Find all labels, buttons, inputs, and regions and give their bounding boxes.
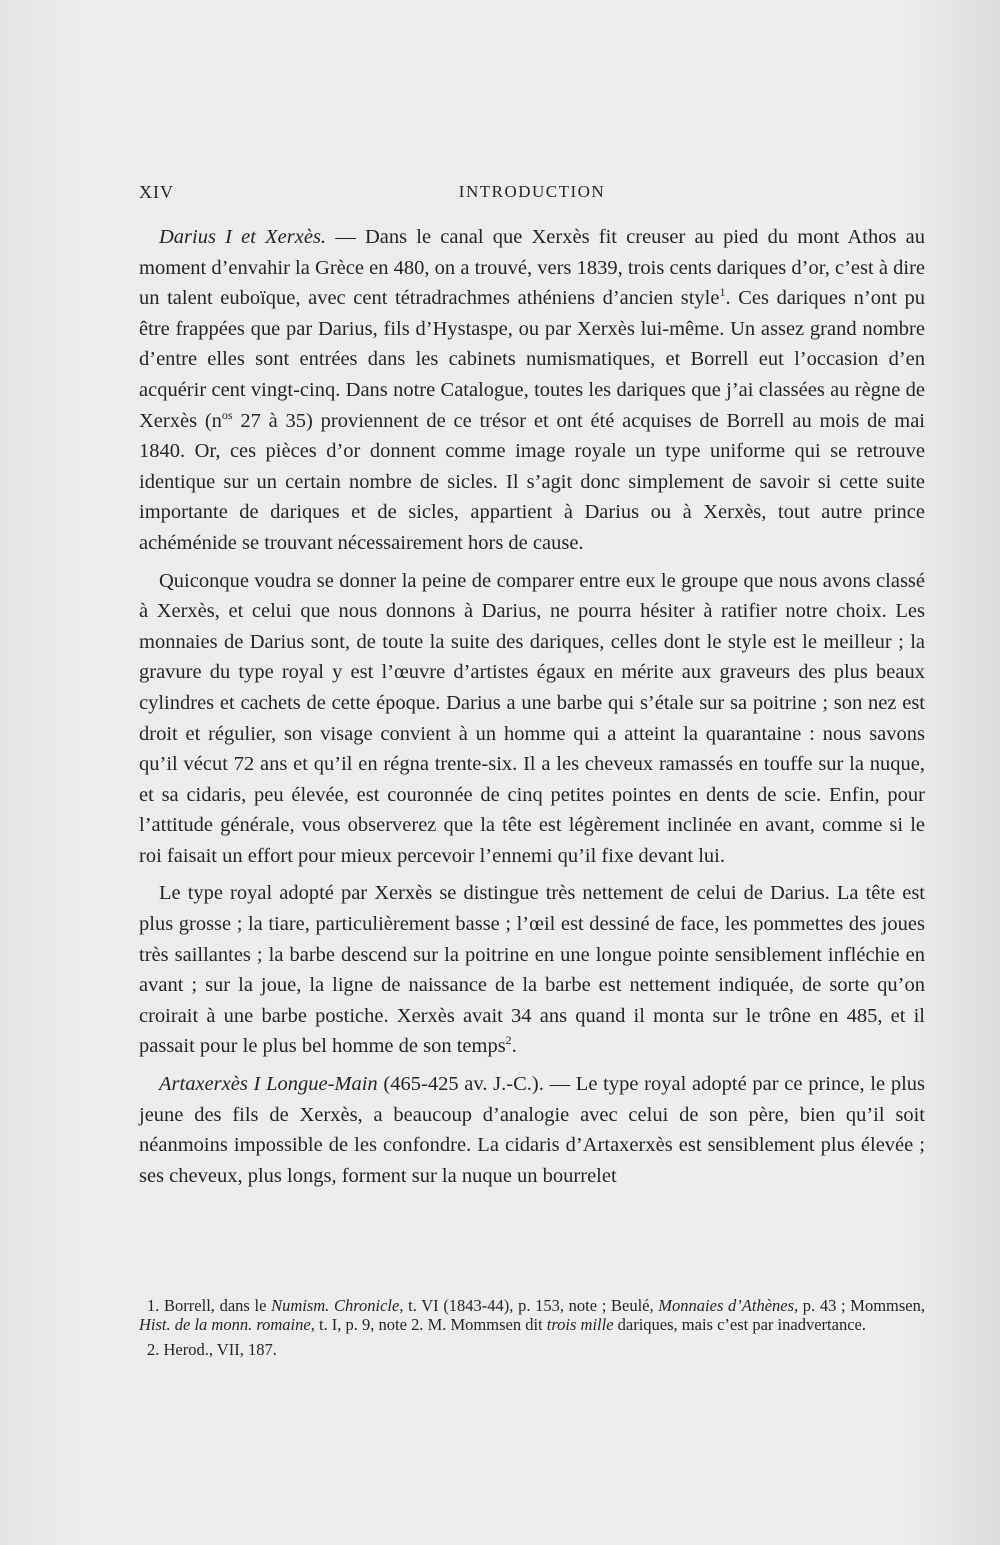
footnote-2: 2. Herod., VII, 187. <box>147 1340 277 1359</box>
page-number: XIV <box>139 182 174 202</box>
paragraph-darius-xerxes: Darius I et Xerxès. — Dans le canal que Xerxès fit creuser au pied du mont Athos au moment d’envahir la Grèce en 480, on a trouvé, vers 1839, trois cents dariques d’or, c’est à dire un talent euboïque, avec cent tétradrachmes athéniens d’ancien style$^1$. Ces dariques n’ont pu être frappées que par Darius, fils d’Hystaspe, ou par Xerxès lui-même. Un assez grand nombre d’entre elles sont entrées dans les cabinets numismatiques, et Borrell eut l’occasion d’en acquérir cent vingt-cinq. Dans notre Catalogue, toutes les dariques que j’ai classées au règne de Xerxès ($n^{os}$ 27 à 35) proviennent de ce trésor et ont été acquises de Borrell au mois de mai 1840. Or, ces pièces d’or donnent comme image royale un type uniforme qui se retrouve identique sur un certain nombre de sicles. Il s’agit donc simplement de savoir si cette suite importante de dariques et de sicles, appartient à Darius ou à Xerxès, tout autre prince achéménide se trouvant nécessairement hors de cause. <box>139 226 925 554</box>
running-title: INTRODUCTION <box>458 182 606 201</box>
main-text <box>139 222 925 1198</box>
section-heading-artaxerxes: Artaxerxès I Longue-Main <box>159 1073 378 1096</box>
paragraph-xerxes-type: Le type royal adopté par Xerxès se distingue très nettement de celui de Darius. La tête est plus grosse ; la tiare, particulièrement basse ; l’œil est dessiné de face, les pommettes des joues très saillantes ; la barbe descend sur la poitrine en une longue pointe sensiblement infléchie en avant ; sur la joue, la ligne de naissance de la barbe est nettement indiquée, de sorte qu’on croirait à une barbe postiche. Xerxès avait 34 ans quand il monta sur le trône en 485, et il passait pour le plus bel homme de son temps$^2$. <box>139 882 925 1058</box>
footnote-ref-2: 2 <box>505 1033 512 1048</box>
footnote-ref-1: 1 <box>719 285 726 300</box>
paragraph-darius-portrait: Quiconque voudra se donner la peine de comparer entre eux le groupe que nous avons classé à Xerxès, et celui que nous donnons à Darius, ne pourra hésiter à ratifier notre choix. Les monnaies de Darius sont, de toute la suite des dariques, celles dont le style est le meilleur ; la gravure du type royal y est l’œuvre d’artistes égaux en mérite aux graveurs des plus beaux cylindres et cachets de cette époque. Darius a une barbe qui s’étale sur sa poitrine ; son nez est droit et régulier, son visage convient à un homme qui a atteint la quarantaine : nous savons qu’il vécut 72 ans et qu’il en régna trente-six. Il a les cheveux ramassés en touffe sur la nuque, et sa cidaris, peu élevée, est couronnée de cinq petites pointes en dents de scie. Enfin, pour l’attitude générale, vous observerez que la tête est légèrement inclinée en avant, comme si le roi faisait un effort pour mieux percevoir l’ennemi qu’il fixe devant lui. <box>139 569 925 867</box>
superscript-os: os <box>221 407 233 422</box>
paragraph-artaxerxes: Artaxerxès I Longue-Main (465-425 av. J.-C.). — Le type royal adopté par ce prince, le plus jeune des fils de Xerxès, a beaucoup d’analogie avec celui de son père, bien qu’il soit néanmoins impossible de les confondre. La cidaris d’Artaxerxès est sensiblement plus élevée ; ses cheveux, plus longs, forment sur la nuque un bourrelet <box>139 1073 925 1187</box>
page-header <box>139 182 925 210</box>
footnote-1: 1. Borrell, dans le Numism. Chronicle, t. VI (1843-44), p. 153, note ; Beulé, Monnaies d’Athènes, p. 43 ; Mommsen, Hist. de la monn. romaine, t. I, p. 9, note 2. M. Mommsen dit trois mille dariques, mais c’est par inadvertance. <box>139 1296 925 1334</box>
section-heading-darius-xerxes: Darius I et Xerxès. <box>159 226 327 248</box>
footnotes <box>139 1296 925 1365</box>
